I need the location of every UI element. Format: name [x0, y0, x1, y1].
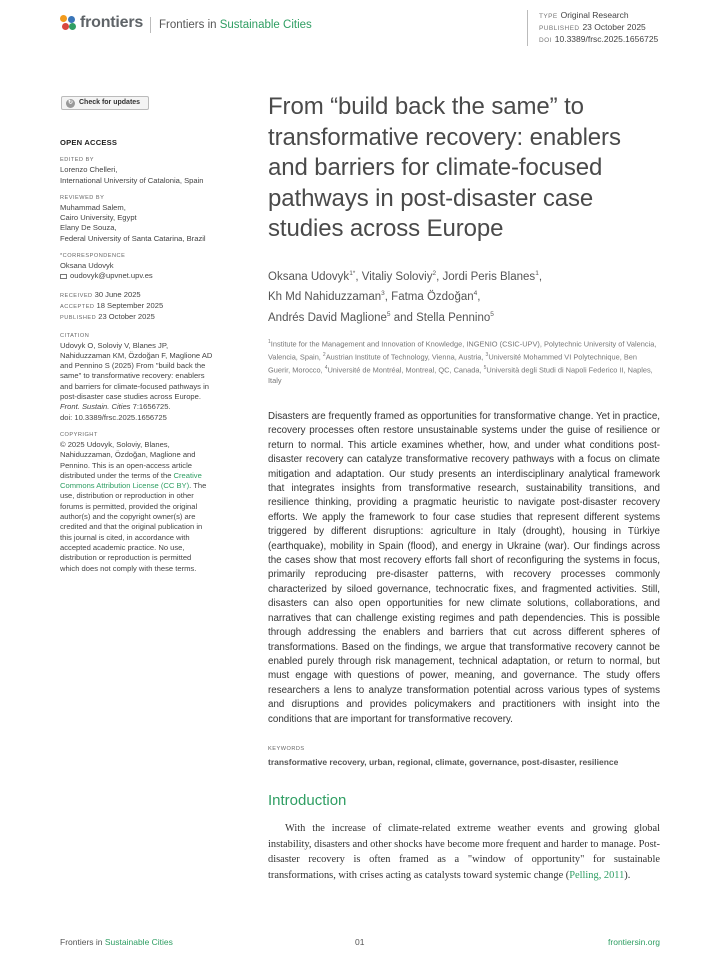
affiliation-mark: 1	[268, 338, 271, 345]
introduction-paragraph: With the increase of climate-related extreme weather events and growing global instability, disasters and other shocks have become more frequent and harder to manage. Post-disaster recovery is often framed as a "window of opportunity" for sustainable transformations, with crises acting as catalysts toward systemic change (Pelling, 2011).	[268, 822, 660, 882]
author-affiliation-mark: 2	[432, 269, 437, 277]
edited-by-label: EDITED BY	[60, 157, 95, 164]
correspondence-name: Oksana Udovyk	[60, 261, 114, 271]
frontiers-logo-icon	[60, 15, 76, 31]
affiliation-text: Université Mohammed VI Polytechnique, Ben Guerir, Morocco,	[268, 352, 638, 375]
citation-doi[interactable]: doi: 10.3389/frsc.2025.1656725	[60, 412, 167, 422]
license-link-cont[interactable]: Commons Attribution License (CC BY)	[60, 481, 190, 491]
correspondence-label: *CORRESPONDENCE	[60, 253, 126, 260]
citation-label: CITATION	[60, 332, 90, 339]
author-name[interactable]: Jordi Peris Blanes	[442, 270, 536, 283]
affiliation-text: Université de Montréal, Montreal, QC, Canada,	[327, 365, 484, 375]
article-title: From “build back the same” to transformative recovery: enablers and barriers for climate-focused pathways in post-disaster case studies across Europe	[268, 93, 621, 242]
citation-link[interactable]: Pelling, 2011	[569, 870, 625, 882]
article-dates: RECEIVED 30 June 2025 ACCEPTED 18 September 2025 PUBLISHED 23 October 2025	[60, 289, 164, 322]
reviewed-by: Muhammad Salem, Cairo University, Egypt Elany De Souza, Federal University of Santa Catarina, Brazil	[60, 202, 206, 243]
affiliation-mark: 2	[322, 351, 326, 358]
open-access-label: OPEN ACCESS	[60, 138, 118, 147]
affiliation-text: Austrian Institute of Technology, Vienna, Austria,	[325, 352, 486, 362]
copyright: © 2025 Udovyk, Soloviy, Blanes, Nahiduzzaman, Özdoğan, Maglione and Pennino. This is an open-access article distributed under the terms of the Creative Commons Attribution License (CC BY). The use, distribution or reproduction in other forums is permitted, provided the original author(s) and the copyright owner(s) are credited and that the original publication in this journal is cited, in accordance with accepted academic practice. No use, distribution or reproduction is permitted which does not comply with these terms.	[60, 439, 207, 573]
correspondence-email[interactable]: oudovyk@upvnet.upv.es	[60, 271, 235, 281]
copyright-label: COPYRIGHT	[60, 431, 98, 438]
affiliation-text: Università degli Studi di Napoli Federico II, Naples, Italy	[268, 365, 653, 385]
update-icon: ↻	[67, 99, 74, 106]
affiliation-mark: 4	[324, 364, 328, 371]
author-affiliation-mark: 1*	[349, 269, 356, 277]
check-for-updates-button[interactable]: ↻ Check for updates	[61, 96, 149, 110]
doi-link[interactable]: 10.3389/frsc.2025.1656725	[554, 34, 659, 44]
author-list: Oksana Udovyk$^{1*}$, Vitaliy Soloviy$^2$, Jordi Peris Blanes$^1$, Kh Md Nahiduzzaman$^3$, Fatma Özdoğan$^4$, Andrés David Maglione$^5$ and Stella Pennino$^5$	[268, 269, 543, 324]
keywords-label: KEYWORDS	[268, 745, 305, 752]
affiliation-mark: 3	[485, 351, 489, 358]
footer-journal: Frontiers in Sustainable Cities	[60, 937, 173, 947]
author-affiliation-mark: 5	[386, 311, 391, 319]
license-link[interactable]: Creative	[173, 470, 202, 480]
author-name[interactable]: Oksana Udovyk	[268, 270, 350, 283]
author-name[interactable]: Andrés David Maglione	[268, 311, 387, 324]
author-name[interactable]: Vitaliy Soloviy	[361, 270, 433, 283]
reviewed-by-label: REVIEWED BY	[60, 194, 105, 201]
keywords: transformative recovery, urban, regional, climate, governance, post-disaster, resilience	[268, 756, 619, 767]
frontiers-logo[interactable]	[60, 14, 143, 32]
author-affiliation-mark: 5	[490, 311, 494, 319]
affiliation-mark: 5	[483, 364, 487, 371]
citation: Udovyk O, Soloviy V, Blanes JP, Nahiduzzaman KM, Özdoğan F, Maglione AD and Pennino S (2025) From "build back the same" to transformative recovery: enablers and barriers for climate-focused pathways in post-disaster case studies across Europe. Front. Sustain. Cities 7:1656725. doi: 10.3389/frsc.2025.1656725	[60, 341, 235, 423]
footer-site-link[interactable]: frontiersin.org	[608, 937, 660, 947]
author-affiliation-mark: 1	[535, 269, 539, 277]
author-affiliation-mark: 3	[381, 290, 385, 298]
author-name[interactable]: Kh Md Nahiduzzaman	[268, 291, 382, 304]
author-name[interactable]: Fatma Özdoğan	[391, 291, 474, 304]
page-header	[60, 12, 660, 46]
article-sidebar	[60, 96, 235, 574]
author-affiliation-mark: 4	[473, 290, 478, 298]
abstract: Disasters are frequently framed as opportunities for transformative change. Yet in practice, recovery processes often restore unsustainable systems under the guise of resilience or return to normal. This article examines whether, how, and under what conditions post-disaster recovery can catalyze transformative recovery pathways with a focus on climate mitigation and adaptation. Our study presents an interdisciplinary analytical framework that integrates insights from transformative research, sustainability transitions, and resilience thinking, providing a pragmatic heuristic to navigate post-disaster recovery efforts. We apply the framework to four case studies that represent different systems triggered by different disruptions: agriculture in Italy (drought), housing in Türkiye (earthquake), mobility in Spain (flood), and energy in Ukraine (war). Our findings across the cases show that most recovery efforts fall short of reconfiguring the systems in focus, primarily reproducing pre-disaster patterns, with recovery processes commonly characterized by siloed governance, technocratic fixes, and fragmented activities. Still, disasters can also open opportunities for new climate solutions, collaborations, and narratives that can challenge existing regimes and path dependencies. This is possible through addressing the enablers and barriers that cut across different spheres of transformations. Based on the findings, we argue that transformative recovery cannot be enabled purely through risk management, technical adaptation, or return to normal, but must engage with questions of power, meaning, and governance. The study offers researchers a lens to analyze transformation potential across various types of systems and disruptions and provides policymakers and practitioners with insight into the conditions that are important for transformative recovery.	[268, 411, 660, 725]
logo-text: frontiers	[80, 14, 144, 31]
affiliation-text: Institute for the Management and Innovation of Knowledge, INGENIO (CSIC-UPV), Polytechnic University of Valencia, Valencia, Spain,	[268, 339, 657, 362]
article-meta: TYPE Original Research PUBLISHED 23 October 2025 DOI 10.3389/frsc.2025.1656725	[527, 10, 658, 46]
journal-name[interactable]: Frontiers in Sustainable Cities	[150, 17, 312, 33]
mail-icon	[60, 274, 67, 279]
article-main	[268, 92, 660, 884]
page-number: 01	[355, 937, 365, 947]
affiliations	[268, 337, 660, 386]
author-name[interactable]: Stella Pennino	[416, 311, 491, 324]
edited-by: Lorenzo Chelleri, International University of Catalonia, Spain	[60, 165, 204, 185]
introduction-heading: Introduction	[268, 791, 347, 809]
